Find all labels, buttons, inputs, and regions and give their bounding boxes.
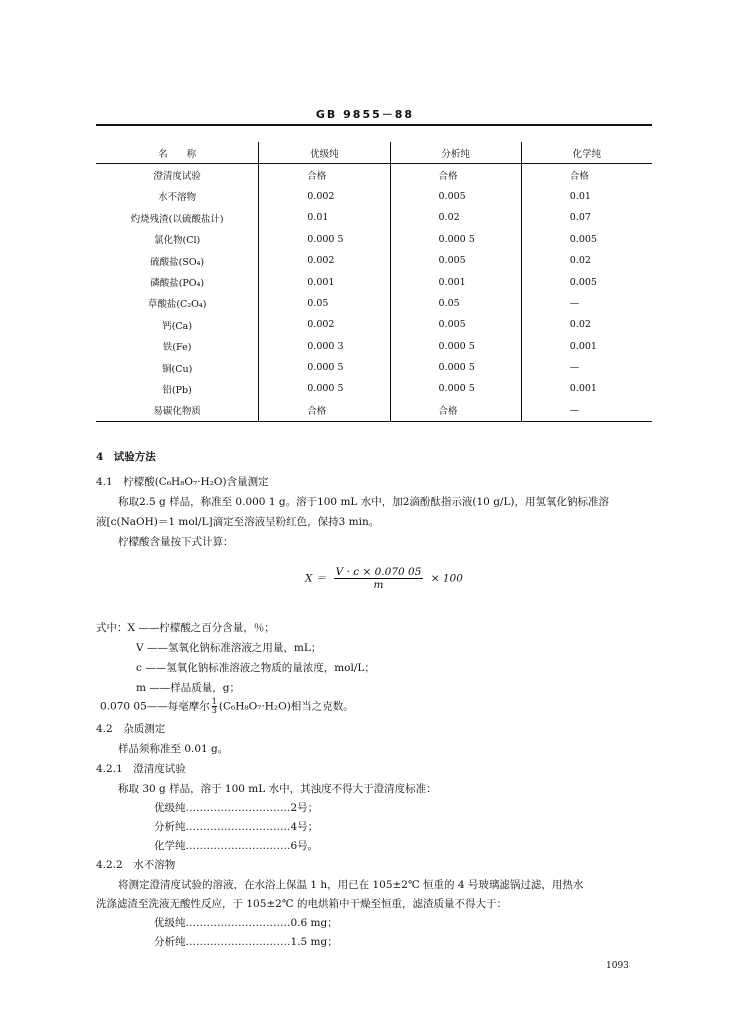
- guaranteed-value-cell: 0.01: [259, 207, 390, 228]
- item-name-cell: 灼烧残渣(以硫酸盐计): [96, 207, 259, 228]
- analytical-value-cell: 0.000 5: [390, 378, 521, 399]
- formula-right: × 100: [430, 572, 463, 585]
- header-chemical: 化学纯: [521, 142, 652, 164]
- page-number: 1093: [606, 961, 629, 971]
- item-name-cell: 钙(Ca): [96, 314, 259, 335]
- header-guaranteed: 优级纯: [259, 142, 390, 164]
- chemical-value-cell: —: [569, 362, 580, 374]
- guaranteed-value-cell: 0.000 5: [259, 357, 390, 378]
- specification-table: [96, 142, 652, 422]
- header-rule: [96, 124, 652, 126]
- chemical-value-cell: —: [521, 400, 652, 422]
- guaranteed-value-cell: 0.000 5: [259, 229, 390, 250]
- guaranteed-value-cell: 合格: [259, 400, 390, 422]
- grade-line: 化学纯…………………………6号。: [154, 840, 319, 852]
- where-text: 0.070 05——每毫摩尔: [100, 700, 210, 713]
- guaranteed-value-cell: 0.000 3: [259, 336, 390, 357]
- item-name-cell: 铁(Fe): [96, 336, 259, 357]
- fraction-denominator: 3: [211, 706, 217, 715]
- where-line: V ——氢氧化钠标准溶液之用量，mL；: [136, 642, 322, 654]
- analytical-value-cell: 0.005: [390, 314, 521, 335]
- analytical-value-cell: 0.000 5: [390, 229, 521, 250]
- section-4-2-2-title: 4.2.2 水不溶物: [96, 859, 176, 871]
- table-row: [96, 378, 652, 399]
- analytical-value-cell: 0.001: [390, 271, 521, 292]
- analytical-value-cell: 0.02: [390, 207, 521, 228]
- grade-line: 优级纯…………………………2号；: [154, 802, 319, 814]
- paragraph-line: 洗涤滤渣至洗液无酸性反应，于 105±2℃ 的电烘箱中干燥至恒重，滤渣质量不得大于：: [96, 898, 507, 910]
- guaranteed-value-cell: 0.002: [259, 186, 390, 207]
- grade-line: 分析纯…………………………4号；: [154, 821, 319, 833]
- guaranteed-value-cell: 0.002: [259, 250, 390, 271]
- guaranteed-value-cell: 合格: [259, 164, 390, 186]
- item-name-cell: 易碳化物质: [96, 400, 259, 422]
- where-line: [100, 698, 354, 715]
- where-line: 式中：X ——柠檬酸之百分含量，％；: [96, 622, 275, 634]
- guaranteed-value-cell: 0.001: [259, 271, 390, 292]
- analytical-value-cell: 0.000 5: [390, 357, 521, 378]
- chemical-value-cell: 0.01: [569, 190, 591, 202]
- table-row: [96, 229, 652, 250]
- section-4-title: 4 试验方法: [96, 451, 156, 463]
- formula-numerator: V · c × 0.070 05: [335, 566, 422, 578]
- analytical-value-cell: 合格: [390, 164, 521, 186]
- chemical-value-cell: 0.02: [569, 319, 591, 331]
- item-name-cell: 草酸盐(C₂O₄): [96, 293, 259, 314]
- chemical-value-cell: 0.001: [569, 340, 597, 352]
- chemical-value-cell: 0.005: [569, 276, 597, 288]
- chemical-value-cell: —: [569, 297, 580, 309]
- table-header-row: [96, 142, 652, 164]
- table-row: [96, 336, 652, 357]
- formula-fraction: [334, 566, 424, 591]
- item-name-cell: 氯化物(Cl): [96, 229, 259, 250]
- fraction-numerator: 1: [211, 697, 217, 706]
- paragraph-line: 样品须称准至 0.01 g。: [118, 743, 229, 755]
- analytical-value-cell: 0.005: [390, 250, 521, 271]
- formula-denominator: m: [373, 579, 384, 591]
- item-name-cell: 磷酸盐(PO₄): [96, 271, 259, 292]
- paragraph-line: 称取2.5 g 样品，称准至 0.000 1 g。溶于100 mL 水中，加2滴酚酞指示液(10 g/L)，用氢氧化钠标准溶: [118, 496, 610, 508]
- table-row: [96, 293, 652, 314]
- item-name-cell: 水不溶物: [96, 186, 259, 207]
- item-name-cell: 铅(Pb): [96, 378, 259, 399]
- item-name-cell: 硫酸盐(SO₄): [96, 250, 259, 271]
- section-4-2-title: 4.2 杂质测定: [96, 723, 166, 735]
- guaranteed-value-cell: 0.000 5: [259, 378, 390, 399]
- paragraph-line: 称取 30 g 样品，溶于 100 mL 水中，其浊度不得大于澄清度标准：: [118, 783, 437, 795]
- section-4-2-1-title: 4.2.1 澄清度试验: [96, 763, 186, 775]
- table-row: [96, 186, 652, 207]
- formula: [305, 566, 463, 591]
- table-row: [96, 271, 652, 292]
- paragraph-line: 液[c(NaOH)＝1 mol/L]滴定至溶液呈粉红色，保持3 min。: [96, 516, 380, 528]
- analytical-value-cell: 0.005: [390, 186, 521, 207]
- guaranteed-value-cell: 0.05: [259, 293, 390, 314]
- where-text: (C₆H₈O₇·H₂O)相当之克数。: [218, 700, 354, 713]
- table-row: [96, 400, 652, 422]
- table-row: [96, 314, 652, 335]
- item-name-cell: 澄清度试验: [96, 164, 259, 186]
- chemical-value-cell: 0.02: [569, 255, 591, 267]
- grade-line: 优级纯…………………………0.6 mg；: [154, 917, 338, 929]
- analytical-value-cell: 合格: [390, 400, 521, 422]
- formula-left: X ＝: [305, 572, 327, 585]
- header-name: 名 称: [96, 142, 259, 164]
- header-analytical: 分析纯: [390, 142, 521, 164]
- chemical-value-cell: 0.001: [569, 383, 597, 395]
- table-row: [96, 250, 652, 271]
- chemical-value-cell: 合格: [569, 171, 589, 183]
- where-line: m ——样品质量，g；: [136, 682, 241, 694]
- table-row: [96, 357, 652, 378]
- paragraph-line: 将测定澄清度试验的溶液，在水浴上保温 1 h，用已在 105±2℃ 恒重的 4 号玻璃滤锅过滤，用热水: [118, 879, 584, 891]
- standard-header: GB 9855－88: [315, 108, 415, 121]
- item-name-cell: 铜(Cu): [96, 357, 259, 378]
- table-row: [96, 207, 652, 228]
- chemical-value-cell: 0.005: [569, 233, 597, 245]
- table-row: [96, 164, 652, 186]
- guaranteed-value-cell: 0.002: [259, 314, 390, 335]
- analytical-value-cell: 0.05: [390, 293, 521, 314]
- chemical-value-cell: 0.07: [569, 212, 591, 224]
- paragraph-line: 柠檬酸含量按下式计算：: [118, 536, 234, 548]
- grade-line: 分析纯…………………………1.5 mg；: [154, 936, 338, 948]
- one-third-fraction: [212, 698, 217, 715]
- analytical-value-cell: 0.000 5: [390, 336, 521, 357]
- table-body: [96, 164, 652, 422]
- where-line: c ——氢氧化钠标准溶液之物质的量浓度，mol/L；: [136, 662, 375, 674]
- section-4-1-title: 4.1 柠檬酸(C₆H₈O₇·H₂O)含量测定: [96, 476, 269, 488]
